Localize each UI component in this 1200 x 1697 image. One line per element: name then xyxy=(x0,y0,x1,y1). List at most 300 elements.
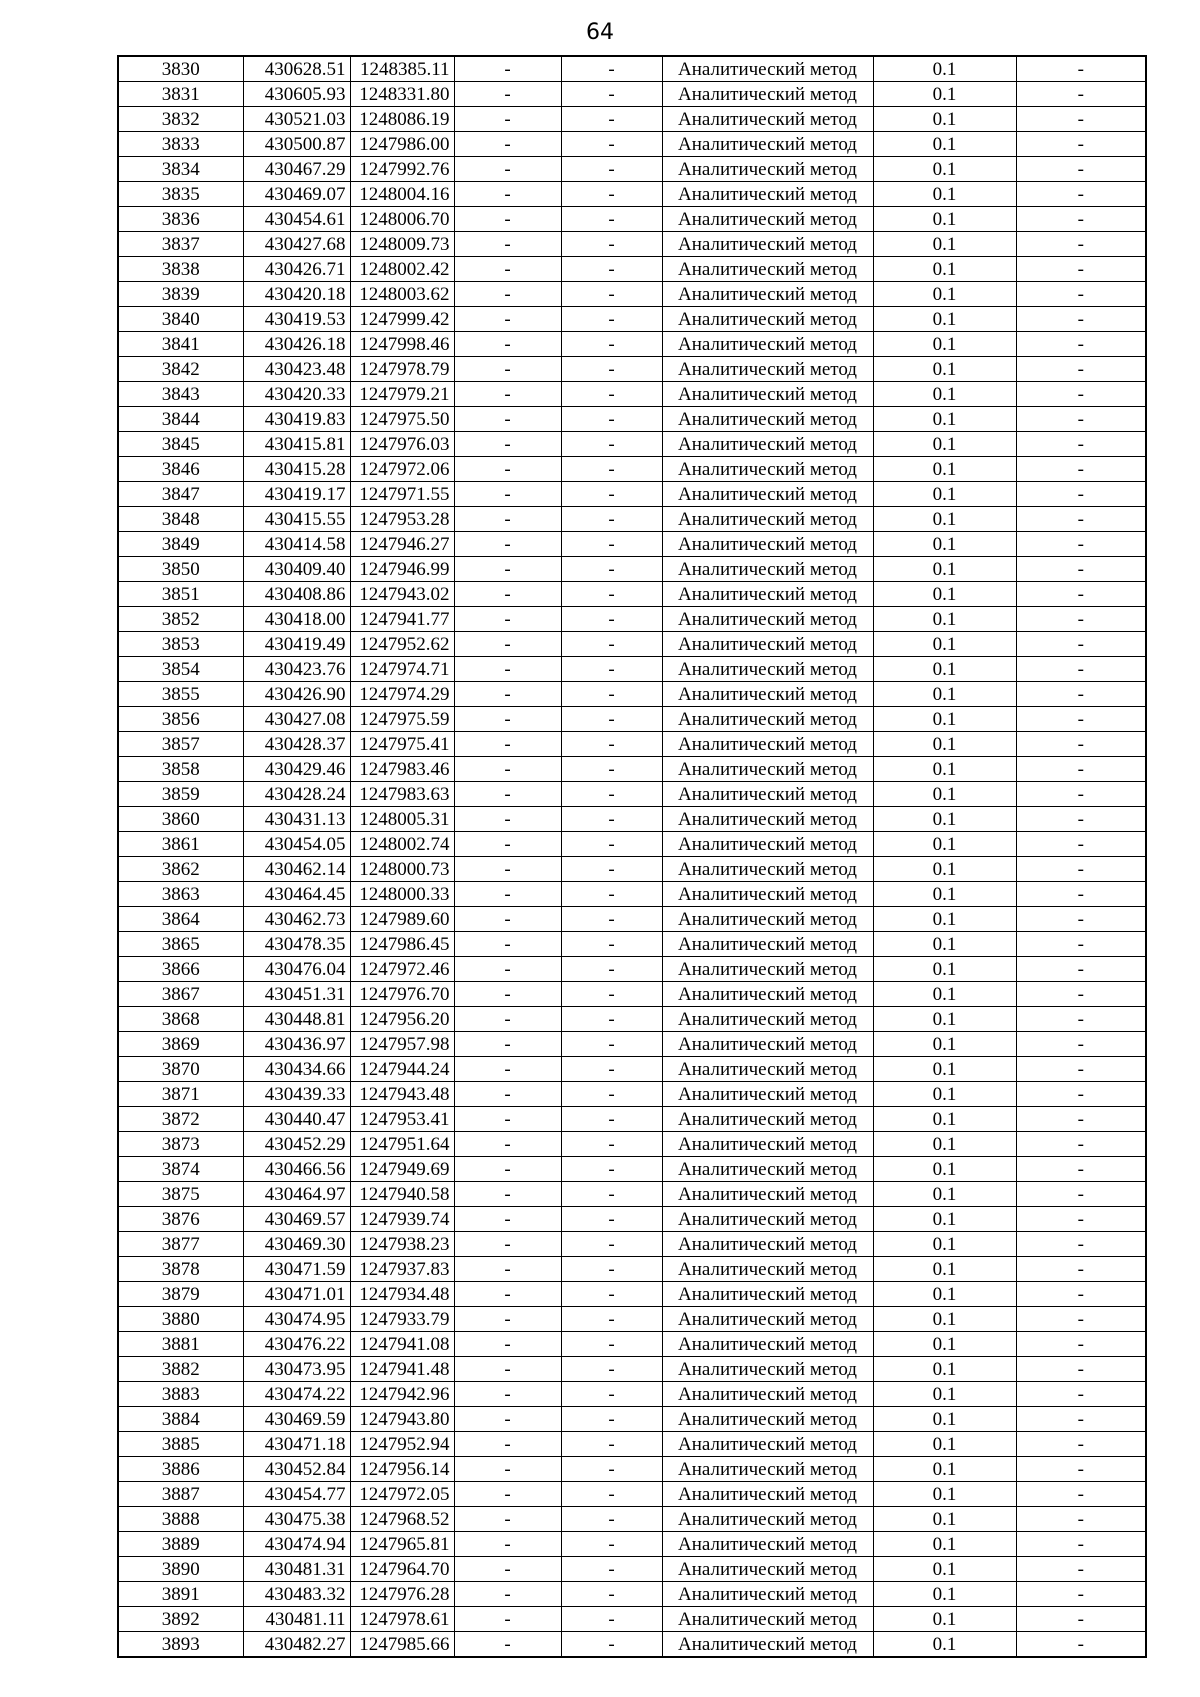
table-row xyxy=(118,882,1146,907)
accuracy-cell: 0.1 xyxy=(873,1482,1016,1507)
accuracy-cell: 0.1 xyxy=(873,1232,1016,1257)
table-row xyxy=(118,182,1146,207)
point-number-cell: 3834 xyxy=(118,157,243,182)
method-cell: Аналитический метод xyxy=(662,507,873,532)
dash-cell-2: - xyxy=(561,707,662,732)
method-cell: Аналитический метод xyxy=(662,1357,873,1382)
table-row xyxy=(118,56,1146,82)
point-number-cell: 3852 xyxy=(118,607,243,632)
point-number-cell: 3841 xyxy=(118,332,243,357)
dash-cell-1: - xyxy=(454,807,561,832)
table-row xyxy=(118,907,1146,932)
method-cell: Аналитический метод xyxy=(662,82,873,107)
y-coordinate-cell: 1247968.52 xyxy=(350,1507,454,1532)
x-coordinate-cell: 430434.66 xyxy=(243,1057,350,1082)
table-row xyxy=(118,282,1146,307)
y-coordinate-cell: 1247989.60 xyxy=(350,907,454,932)
method-cell: Аналитический метод xyxy=(662,1432,873,1457)
point-number-cell: 3836 xyxy=(118,207,243,232)
method-cell: Аналитический метод xyxy=(662,282,873,307)
accuracy-cell: 0.1 xyxy=(873,357,1016,382)
accuracy-cell: 0.1 xyxy=(873,1207,1016,1232)
x-coordinate-cell: 430420.33 xyxy=(243,382,350,407)
dash-cell-3: - xyxy=(1016,707,1146,732)
y-coordinate-cell: 1247946.99 xyxy=(350,557,454,582)
dash-cell-2: - xyxy=(561,1032,662,1057)
dash-cell-1: - xyxy=(454,932,561,957)
table-row xyxy=(118,157,1146,182)
accuracy-cell: 0.1 xyxy=(873,232,1016,257)
point-number-cell: 3837 xyxy=(118,232,243,257)
method-cell: Аналитический метод xyxy=(662,1082,873,1107)
dash-cell-1: - xyxy=(454,332,561,357)
y-coordinate-cell: 1247944.24 xyxy=(350,1057,454,1082)
method-cell: Аналитический метод xyxy=(662,332,873,357)
method-cell: Аналитический метод xyxy=(662,707,873,732)
method-cell: Аналитический метод xyxy=(662,1607,873,1632)
y-coordinate-cell: 1247974.71 xyxy=(350,657,454,682)
dash-cell-3: - xyxy=(1016,482,1146,507)
dash-cell-2: - xyxy=(561,1432,662,1457)
table-row xyxy=(118,357,1146,382)
dash-cell-2: - xyxy=(561,107,662,132)
point-number-cell: 3850 xyxy=(118,557,243,582)
x-coordinate-cell: 430500.87 xyxy=(243,132,350,157)
dash-cell-1: - xyxy=(454,882,561,907)
accuracy-cell: 0.1 xyxy=(873,1382,1016,1407)
point-number-cell: 3885 xyxy=(118,1432,243,1457)
dash-cell-1: - xyxy=(454,257,561,282)
dash-cell-2: - xyxy=(561,1357,662,1382)
table-row xyxy=(118,1357,1146,1382)
y-coordinate-cell: 1247985.66 xyxy=(350,1632,454,1658)
dash-cell-3: - xyxy=(1016,632,1146,657)
dash-cell-1: - xyxy=(454,357,561,382)
point-number-cell: 3863 xyxy=(118,882,243,907)
dash-cell-3: - xyxy=(1016,657,1146,682)
y-coordinate-cell: 1247965.81 xyxy=(350,1532,454,1557)
table-row xyxy=(118,1432,1146,1457)
accuracy-cell: 0.1 xyxy=(873,857,1016,882)
method-cell: Аналитический метод xyxy=(662,1457,873,1482)
method-cell: Аналитический метод xyxy=(662,56,873,82)
method-cell: Аналитический метод xyxy=(662,407,873,432)
dash-cell-3: - xyxy=(1016,857,1146,882)
point-number-cell: 3876 xyxy=(118,1207,243,1232)
dash-cell-3: - xyxy=(1016,1382,1146,1407)
x-coordinate-cell: 430469.30 xyxy=(243,1232,350,1257)
accuracy-cell: 0.1 xyxy=(873,207,1016,232)
dash-cell-2: - xyxy=(561,1157,662,1182)
x-coordinate-cell: 430426.18 xyxy=(243,332,350,357)
x-coordinate-cell: 430436.97 xyxy=(243,1032,350,1057)
accuracy-cell: 0.1 xyxy=(873,707,1016,732)
point-number-cell: 3877 xyxy=(118,1232,243,1257)
dash-cell-2: - xyxy=(561,1257,662,1282)
accuracy-cell: 0.1 xyxy=(873,607,1016,632)
method-cell: Аналитический метод xyxy=(662,657,873,682)
point-number-cell: 3840 xyxy=(118,307,243,332)
dash-cell-3: - xyxy=(1016,1257,1146,1282)
dash-cell-2: - xyxy=(561,1482,662,1507)
x-coordinate-cell: 430448.81 xyxy=(243,1007,350,1032)
point-number-cell: 3838 xyxy=(118,257,243,282)
point-number-cell: 3861 xyxy=(118,832,243,857)
method-cell: Аналитический метод xyxy=(662,1207,873,1232)
point-number-cell: 3831 xyxy=(118,82,243,107)
accuracy-cell: 0.1 xyxy=(873,56,1016,82)
table-row xyxy=(118,1257,1146,1282)
accuracy-cell: 0.1 xyxy=(873,1032,1016,1057)
method-cell: Аналитический метод xyxy=(662,232,873,257)
method-cell: Аналитический метод xyxy=(662,882,873,907)
dash-cell-1: - xyxy=(454,1382,561,1407)
dash-cell-2: - xyxy=(561,632,662,657)
y-coordinate-cell: 1247979.21 xyxy=(350,382,454,407)
dash-cell-2: - xyxy=(561,1107,662,1132)
point-number-cell: 3891 xyxy=(118,1582,243,1607)
dash-cell-2: - xyxy=(561,1182,662,1207)
dash-cell-2: - xyxy=(561,507,662,532)
y-coordinate-cell: 1248009.73 xyxy=(350,232,454,257)
point-number-cell: 3859 xyxy=(118,782,243,807)
table-row xyxy=(118,1407,1146,1432)
y-coordinate-cell: 1247957.98 xyxy=(350,1032,454,1057)
method-cell: Аналитический метод xyxy=(662,1232,873,1257)
dash-cell-3: - xyxy=(1016,82,1146,107)
x-coordinate-cell: 430471.18 xyxy=(243,1432,350,1457)
x-coordinate-cell: 430428.24 xyxy=(243,782,350,807)
dash-cell-2: - xyxy=(561,1407,662,1432)
table-row xyxy=(118,982,1146,1007)
x-coordinate-cell: 430521.03 xyxy=(243,107,350,132)
table-row xyxy=(118,507,1146,532)
accuracy-cell: 0.1 xyxy=(873,307,1016,332)
dash-cell-1: - xyxy=(454,232,561,257)
dash-cell-3: - xyxy=(1016,1632,1146,1658)
x-coordinate-cell: 430426.90 xyxy=(243,682,350,707)
dash-cell-2: - xyxy=(561,1332,662,1357)
y-coordinate-cell: 1247975.50 xyxy=(350,407,454,432)
dash-cell-1: - xyxy=(454,757,561,782)
method-cell: Аналитический метод xyxy=(662,857,873,882)
dash-cell-3: - xyxy=(1016,1107,1146,1132)
table-row xyxy=(118,1632,1146,1658)
accuracy-cell: 0.1 xyxy=(873,1607,1016,1632)
method-cell: Аналитический метод xyxy=(662,832,873,857)
accuracy-cell: 0.1 xyxy=(873,457,1016,482)
method-cell: Аналитический метод xyxy=(662,1107,873,1132)
dash-cell-1: - xyxy=(454,982,561,1007)
accuracy-cell: 0.1 xyxy=(873,482,1016,507)
table-row xyxy=(118,1132,1146,1157)
accuracy-cell: 0.1 xyxy=(873,1632,1016,1658)
table-row xyxy=(118,782,1146,807)
dash-cell-3: - xyxy=(1016,832,1146,857)
point-number-cell: 3879 xyxy=(118,1282,243,1307)
point-number-cell: 3867 xyxy=(118,982,243,1007)
method-cell: Аналитический метод xyxy=(662,607,873,632)
x-coordinate-cell: 430454.05 xyxy=(243,832,350,857)
point-number-cell: 3854 xyxy=(118,657,243,682)
accuracy-cell: 0.1 xyxy=(873,1082,1016,1107)
y-coordinate-cell: 1247956.14 xyxy=(350,1457,454,1482)
accuracy-cell: 0.1 xyxy=(873,957,1016,982)
dash-cell-3: - xyxy=(1016,332,1146,357)
dash-cell-3: - xyxy=(1016,407,1146,432)
accuracy-cell: 0.1 xyxy=(873,782,1016,807)
y-coordinate-cell: 1248005.31 xyxy=(350,807,454,832)
accuracy-cell: 0.1 xyxy=(873,382,1016,407)
table-row xyxy=(118,582,1146,607)
y-coordinate-cell: 1247941.08 xyxy=(350,1332,454,1357)
accuracy-cell: 0.1 xyxy=(873,282,1016,307)
dash-cell-1: - xyxy=(454,1332,561,1357)
coordinates-table xyxy=(117,55,1147,1658)
dash-cell-2: - xyxy=(561,1582,662,1607)
dash-cell-3: - xyxy=(1016,1182,1146,1207)
dash-cell-2: - xyxy=(561,882,662,907)
accuracy-cell: 0.1 xyxy=(873,507,1016,532)
dash-cell-2: - xyxy=(561,332,662,357)
point-number-cell: 3873 xyxy=(118,1132,243,1157)
table-row xyxy=(118,707,1146,732)
dash-cell-2: - xyxy=(561,1507,662,1532)
dash-cell-2: - xyxy=(561,182,662,207)
dash-cell-3: - xyxy=(1016,1232,1146,1257)
dash-cell-2: - xyxy=(561,532,662,557)
dash-cell-2: - xyxy=(561,1207,662,1232)
table-row xyxy=(118,1382,1146,1407)
x-coordinate-cell: 430414.58 xyxy=(243,532,350,557)
y-coordinate-cell: 1247949.69 xyxy=(350,1157,454,1182)
dash-cell-2: - xyxy=(561,1082,662,1107)
dash-cell-2: - xyxy=(561,857,662,882)
x-coordinate-cell: 430467.29 xyxy=(243,157,350,182)
y-coordinate-cell: 1247972.06 xyxy=(350,457,454,482)
x-coordinate-cell: 430423.48 xyxy=(243,357,350,382)
dash-cell-3: - xyxy=(1016,207,1146,232)
table-row xyxy=(118,1457,1146,1482)
point-number-cell: 3856 xyxy=(118,707,243,732)
dash-cell-3: - xyxy=(1016,1357,1146,1382)
accuracy-cell: 0.1 xyxy=(873,1407,1016,1432)
dash-cell-1: - xyxy=(454,157,561,182)
dash-cell-2: - xyxy=(561,582,662,607)
dash-cell-2: - xyxy=(561,232,662,257)
method-cell: Аналитический метод xyxy=(662,307,873,332)
point-number-cell: 3878 xyxy=(118,1257,243,1282)
point-number-cell: 3872 xyxy=(118,1107,243,1132)
accuracy-cell: 0.1 xyxy=(873,982,1016,1007)
dash-cell-3: - xyxy=(1016,1457,1146,1482)
method-cell: Аналитический метод xyxy=(662,982,873,1007)
y-coordinate-cell: 1247953.28 xyxy=(350,507,454,532)
dash-cell-2: - xyxy=(561,957,662,982)
x-coordinate-cell: 430605.93 xyxy=(243,82,350,107)
table-row xyxy=(118,1607,1146,1632)
dash-cell-2: - xyxy=(561,157,662,182)
dash-cell-1: - xyxy=(454,732,561,757)
method-cell: Аналитический метод xyxy=(662,1157,873,1182)
dash-cell-2: - xyxy=(561,407,662,432)
accuracy-cell: 0.1 xyxy=(873,932,1016,957)
x-coordinate-cell: 430439.33 xyxy=(243,1082,350,1107)
dash-cell-1: - xyxy=(454,1607,561,1632)
dash-cell-1: - xyxy=(454,1257,561,1282)
table-row xyxy=(118,757,1146,782)
y-coordinate-cell: 1247983.63 xyxy=(350,782,454,807)
method-cell: Аналитический метод xyxy=(662,932,873,957)
accuracy-cell: 0.1 xyxy=(873,757,1016,782)
point-number-cell: 3889 xyxy=(118,1532,243,1557)
dash-cell-2: - xyxy=(561,257,662,282)
accuracy-cell: 0.1 xyxy=(873,107,1016,132)
point-number-cell: 3874 xyxy=(118,1157,243,1182)
accuracy-cell: 0.1 xyxy=(873,1157,1016,1182)
accuracy-cell: 0.1 xyxy=(873,1282,1016,1307)
dash-cell-2: - xyxy=(561,1282,662,1307)
dash-cell-2: - xyxy=(561,757,662,782)
method-cell: Аналитический метод xyxy=(662,1532,873,1557)
dash-cell-1: - xyxy=(454,632,561,657)
point-number-cell: 3875 xyxy=(118,1182,243,1207)
table-row xyxy=(118,807,1146,832)
dash-cell-3: - xyxy=(1016,56,1146,82)
point-number-cell: 3892 xyxy=(118,1607,243,1632)
point-number-cell: 3888 xyxy=(118,1507,243,1532)
y-coordinate-cell: 1248004.16 xyxy=(350,182,454,207)
x-coordinate-cell: 430408.86 xyxy=(243,582,350,607)
dash-cell-1: - xyxy=(454,607,561,632)
y-coordinate-cell: 1247953.41 xyxy=(350,1107,454,1132)
y-coordinate-cell: 1247978.79 xyxy=(350,357,454,382)
dash-cell-1: - xyxy=(454,1157,561,1182)
y-coordinate-cell: 1248385.11 xyxy=(350,56,454,82)
dash-cell-2: - xyxy=(561,1632,662,1658)
accuracy-cell: 0.1 xyxy=(873,1182,1016,1207)
x-coordinate-cell: 430471.01 xyxy=(243,1282,350,1307)
y-coordinate-cell: 1247943.02 xyxy=(350,582,454,607)
dash-cell-2: - xyxy=(561,782,662,807)
x-coordinate-cell: 430473.95 xyxy=(243,1357,350,1382)
method-cell: Аналитический метод xyxy=(662,207,873,232)
table-row xyxy=(118,207,1146,232)
accuracy-cell: 0.1 xyxy=(873,407,1016,432)
dash-cell-3: - xyxy=(1016,1607,1146,1632)
point-number-cell: 3833 xyxy=(118,132,243,157)
y-coordinate-cell: 1247946.27 xyxy=(350,532,454,557)
dash-cell-3: - xyxy=(1016,307,1146,332)
dash-cell-2: - xyxy=(561,1232,662,1257)
dash-cell-1: - xyxy=(454,457,561,482)
point-number-cell: 3830 xyxy=(118,56,243,82)
point-number-cell: 3890 xyxy=(118,1557,243,1582)
x-coordinate-cell: 430409.40 xyxy=(243,557,350,582)
dash-cell-1: - xyxy=(454,1507,561,1532)
table-row xyxy=(118,132,1146,157)
accuracy-cell: 0.1 xyxy=(873,832,1016,857)
y-coordinate-cell: 1248006.70 xyxy=(350,207,454,232)
method-cell: Аналитический метод xyxy=(662,1057,873,1082)
x-coordinate-cell: 430454.77 xyxy=(243,1482,350,1507)
accuracy-cell: 0.1 xyxy=(873,1457,1016,1482)
dash-cell-2: - xyxy=(561,382,662,407)
dash-cell-1: - xyxy=(454,1007,561,1032)
dash-cell-3: - xyxy=(1016,1582,1146,1607)
dash-cell-1: - xyxy=(454,907,561,932)
dash-cell-1: - xyxy=(454,1307,561,1332)
dash-cell-3: - xyxy=(1016,382,1146,407)
dash-cell-1: - xyxy=(454,132,561,157)
point-number-cell: 3845 xyxy=(118,432,243,457)
y-coordinate-cell: 1247934.48 xyxy=(350,1282,454,1307)
table-row xyxy=(118,257,1146,282)
method-cell: Аналитический метод xyxy=(662,957,873,982)
point-number-cell: 3864 xyxy=(118,907,243,932)
x-coordinate-cell: 430420.18 xyxy=(243,282,350,307)
table-row xyxy=(118,1057,1146,1082)
y-coordinate-cell: 1247983.46 xyxy=(350,757,454,782)
table-row xyxy=(118,557,1146,582)
y-coordinate-cell: 1247941.48 xyxy=(350,1357,454,1382)
table-row xyxy=(118,732,1146,757)
accuracy-cell: 0.1 xyxy=(873,82,1016,107)
dash-cell-3: - xyxy=(1016,1282,1146,1307)
dash-cell-3: - xyxy=(1016,507,1146,532)
dash-cell-1: - xyxy=(454,1407,561,1432)
method-cell: Аналитический метод xyxy=(662,457,873,482)
y-coordinate-cell: 1247943.80 xyxy=(350,1407,454,1432)
accuracy-cell: 0.1 xyxy=(873,632,1016,657)
x-coordinate-cell: 430475.38 xyxy=(243,1507,350,1532)
dash-cell-2: - xyxy=(561,207,662,232)
x-coordinate-cell: 430415.81 xyxy=(243,432,350,457)
dash-cell-3: - xyxy=(1016,232,1146,257)
x-coordinate-cell: 430429.46 xyxy=(243,757,350,782)
dash-cell-1: - xyxy=(454,207,561,232)
method-cell: Аналитический метод xyxy=(662,1007,873,1032)
dash-cell-2: - xyxy=(561,482,662,507)
dash-cell-1: - xyxy=(454,382,561,407)
point-number-cell: 3882 xyxy=(118,1357,243,1382)
method-cell: Аналитический метод xyxy=(662,432,873,457)
dash-cell-3: - xyxy=(1016,107,1146,132)
point-number-cell: 3884 xyxy=(118,1407,243,1432)
table-row xyxy=(118,307,1146,332)
dash-cell-3: - xyxy=(1016,882,1146,907)
point-number-cell: 3887 xyxy=(118,1482,243,1507)
dash-cell-1: - xyxy=(454,1482,561,1507)
accuracy-cell: 0.1 xyxy=(873,582,1016,607)
dash-cell-1: - xyxy=(454,582,561,607)
accuracy-cell: 0.1 xyxy=(873,432,1016,457)
dash-cell-2: - xyxy=(561,56,662,82)
dash-cell-2: - xyxy=(561,1132,662,1157)
dash-cell-3: - xyxy=(1016,1532,1146,1557)
y-coordinate-cell: 1247992.76 xyxy=(350,157,454,182)
table-row xyxy=(118,932,1146,957)
y-coordinate-cell: 1247972.05 xyxy=(350,1482,454,1507)
x-coordinate-cell: 430464.97 xyxy=(243,1182,350,1207)
dash-cell-1: - xyxy=(454,82,561,107)
method-cell: Аналитический метод xyxy=(662,1257,873,1282)
x-coordinate-cell: 430466.56 xyxy=(243,1157,350,1182)
y-coordinate-cell: 1247938.23 xyxy=(350,1232,454,1257)
y-coordinate-cell: 1248002.42 xyxy=(350,257,454,282)
accuracy-cell: 0.1 xyxy=(873,1507,1016,1532)
dash-cell-1: - xyxy=(454,507,561,532)
